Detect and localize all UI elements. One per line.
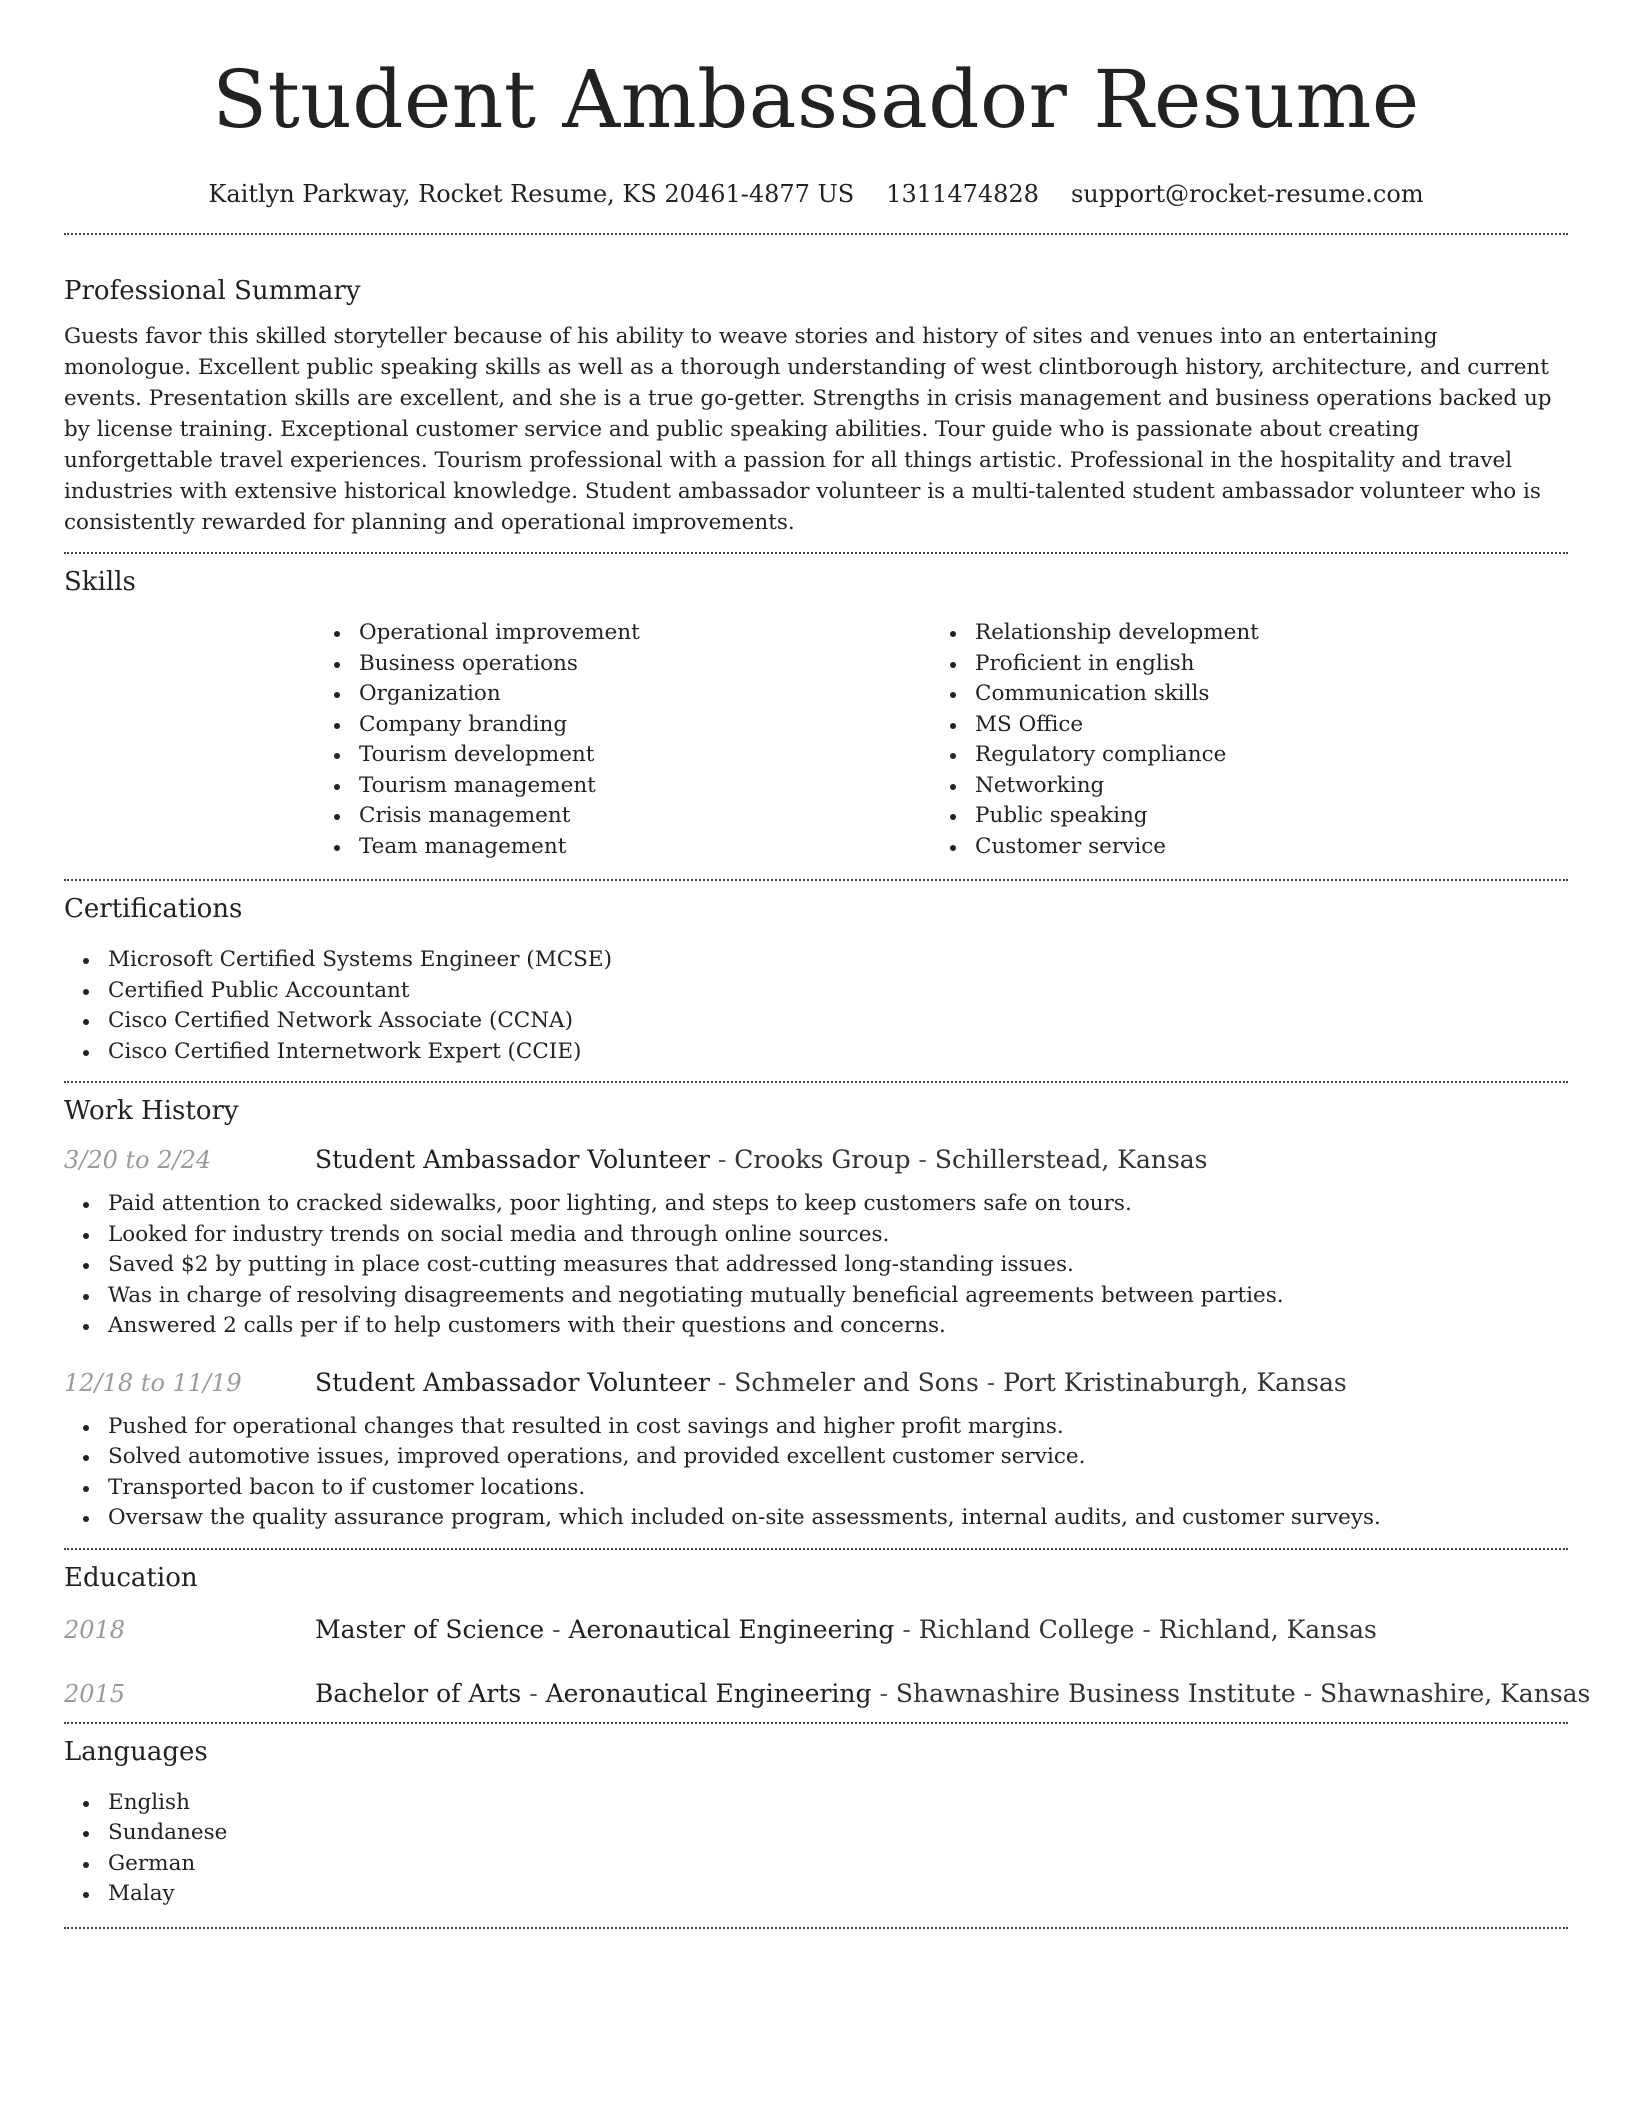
skill-item: Tourism management (315, 771, 931, 802)
skill-item: Regulatory compliance (931, 740, 1547, 771)
skill-item: MS Office (931, 710, 1547, 741)
job-header (64, 1368, 1568, 1397)
education-entries (64, 1614, 1591, 1708)
contact-phone: 1311474828 (886, 180, 1039, 208)
education-field: Aeronautical Engineering (545, 1678, 872, 1708)
job-bullet: Transported bacon to if customer locations. (64, 1473, 1568, 1504)
language-item: English (64, 1788, 1568, 1819)
language-item: Sundanese (64, 1818, 1568, 1849)
title-separator: - (978, 1367, 1004, 1397)
certifications-list (64, 945, 1568, 1067)
languages-section (64, 1724, 1568, 1910)
job-dates: 3/20 to 2/24 (64, 1146, 212, 1174)
title-separator: - (1295, 1678, 1321, 1708)
contact-email: support@rocket-resume.com (1070, 180, 1424, 208)
title-separator: - (709, 1367, 735, 1397)
job-company: Crooks Group (734, 1145, 911, 1174)
skill-item: Customer service (931, 832, 1547, 863)
title-separator: - (871, 1678, 896, 1708)
education-entry (64, 1678, 1591, 1708)
languages-heading: Languages (64, 1736, 208, 1767)
skill-item: Crisis management (315, 801, 931, 832)
skills-grid (315, 618, 1568, 862)
job-location: Port Kristinaburgh, Kansas (1003, 1367, 1347, 1397)
education-title-line (315, 1679, 1590, 1708)
job-company: Schmeler and Sons (734, 1367, 979, 1397)
summary-section (64, 235, 1568, 538)
job-title-line (315, 1368, 1347, 1397)
contact-address: Kaitlyn Parkway, Rocket Resume, KS 20461-4877 US (208, 180, 855, 208)
title-separator: - (709, 1145, 735, 1174)
language-item: Malay (64, 1879, 1568, 1910)
education-heading: Education (64, 1562, 198, 1593)
certification-item: Certified Public Accountant (64, 976, 1568, 1007)
summary-text: Guests favor this skilled storyteller because of his ability to weave stories and history of sites and venues into an entertaining monologue. Excellent public speaking skills as well as a thorough understanding of west clintborough history, architecture, and current events. Presentation skills are excellent, and she is a true go-getter. Strengths in crisis management and business operations backed up by license training. Exceptional customer service and public speaking abilities. Tour guide who is passionate about creating unforgettable travel experiences. Tourism professional with a passion for all things artistic. Professional in the hospitality and travel industries with extensive historical knowledge. Student ambassador volunteer is a multi-talented student ambassador volunteer who is consistently rewarded for planning and operational improvements. (64, 324, 1552, 535)
job-header (64, 1145, 1568, 1174)
job-title-line (315, 1145, 1208, 1174)
work-history-heading: Work History (64, 1096, 239, 1126)
skill-item: Company branding (315, 710, 931, 741)
job-bullet: Was in charge of resolving disagreements and negotiating mutually beneficial agreements between parties. (64, 1281, 1568, 1312)
education-year: 2015 (64, 1679, 126, 1708)
job-bullet: Looked for industry trends on social media and through online sources. (64, 1220, 1568, 1251)
title-separator: - (894, 1614, 919, 1644)
skill-item: Team management (315, 832, 931, 863)
title-separator: - (521, 1678, 546, 1708)
job-entry (64, 1368, 1568, 1534)
job-entry (64, 1145, 1568, 1342)
skills-section (64, 554, 1568, 862)
job-dates: 12/18 to 11/19 (64, 1368, 242, 1397)
job-bullet: Solved automotive issues, improved operations, and provided excellent customer service. (64, 1442, 1568, 1473)
work-history-jobs (64, 1145, 1568, 1534)
contact-line (64, 174, 1568, 214)
skill-item: Tourism development (315, 740, 931, 771)
education-entry (64, 1615, 1568, 1644)
job-bullet: Saved $2 by putting in place cost-cutting measures that addressed long-standing issues. (64, 1250, 1568, 1281)
education-title-line (315, 1615, 1377, 1644)
skill-item: Business operations (315, 649, 931, 680)
certifications-section (64, 881, 1568, 1067)
education-degree: Bachelor of Arts (315, 1678, 522, 1708)
skill-item: Proficient in english (931, 649, 1547, 680)
job-bullet: Answered 2 calls per if to help customers with their questions and concerns. (64, 1311, 1568, 1342)
education-location: Richland, Kansas (1158, 1614, 1377, 1644)
job-title: Student Ambassador Volunteer (315, 1145, 710, 1174)
job-location: Schillerstead, Kansas (934, 1145, 1208, 1174)
job-bullet: Paid attention to cracked sidewalks, poor lighting, and steps to keep customers safe on tours. (64, 1189, 1568, 1220)
job-bullet: Oversaw the quality assurance program, which included on-site assessments, internal audits, and customer surveys. (64, 1503, 1568, 1534)
skills-list-left (315, 618, 931, 862)
skill-item: Communication skills (931, 679, 1547, 710)
education-year: 2018 (64, 1615, 126, 1644)
summary-heading: Professional Summary (64, 276, 361, 306)
skill-item: Relationship development (931, 618, 1547, 649)
language-item: German (64, 1849, 1568, 1880)
certifications-heading: Certifications (64, 894, 243, 924)
job-bullets (64, 1412, 1568, 1534)
languages-list (64, 1788, 1568, 1910)
education-section (64, 1550, 1591, 1708)
skills-heading: Skills (64, 567, 136, 597)
title-separator: - (1134, 1614, 1159, 1644)
skill-item: Operational improvement (315, 618, 931, 649)
education-school: Shawnashire Business Institute (895, 1678, 1296, 1708)
skill-item: Organization (315, 679, 931, 710)
resume-title: Student Ambassador Resume (212, 53, 1420, 146)
skills-list-right (931, 618, 1547, 862)
title-separator: - (910, 1145, 935, 1174)
certification-item: Microsoft Certified Systems Engineer (MCSE) (64, 945, 1568, 976)
job-title: Student Ambassador Volunteer (315, 1367, 710, 1397)
job-bullets (64, 1189, 1568, 1342)
skill-item: Networking (931, 771, 1547, 802)
education-location: Shawnashire, Kansas (1320, 1678, 1591, 1708)
certification-item: Cisco Certified Internetwork Expert (CCIE) (64, 1037, 1568, 1068)
certification-item: Cisco Certified Network Associate (CCNA) (64, 1006, 1568, 1037)
job-bullet: Pushed for operational changes that resulted in cost savings and higher profit margins. (64, 1412, 1568, 1443)
section-divider (64, 1927, 1568, 1929)
education-degree: Master of Science (315, 1614, 545, 1644)
education-school: Richland College (918, 1614, 1135, 1644)
skill-item: Public speaking (931, 801, 1547, 832)
education-field: Aeronautical Engineering (568, 1614, 895, 1644)
work-history-section (64, 1083, 1568, 1534)
title-separator: - (544, 1614, 569, 1644)
